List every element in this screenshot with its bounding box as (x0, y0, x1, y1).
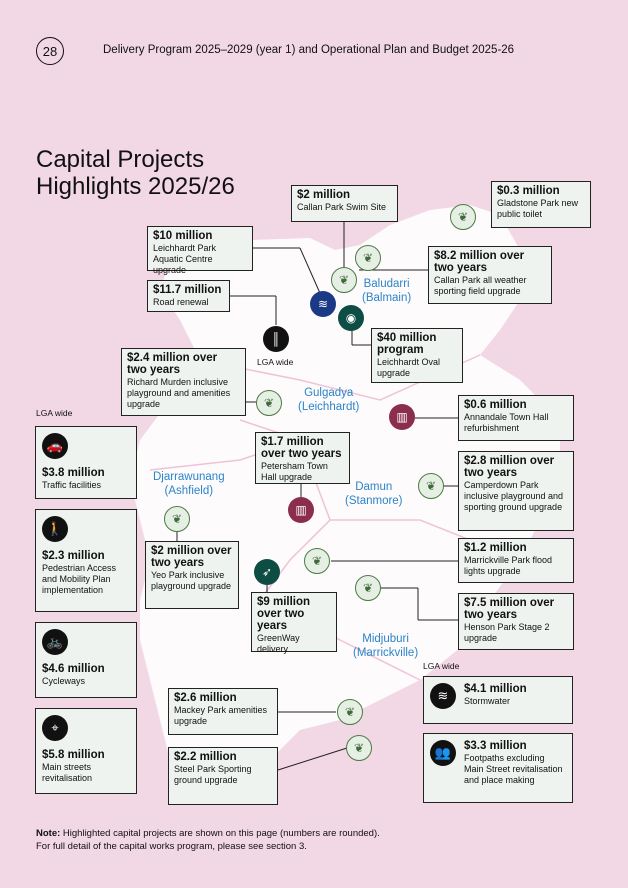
project-amount: $2.3 million (42, 550, 105, 562)
project-description: Marrickville Park flood lights upgrade (464, 555, 553, 576)
project-description: Main streets revitalisation (42, 762, 93, 783)
place-label-midjuburi (353, 632, 418, 660)
place-english-name: (Leichhardt) (298, 401, 360, 413)
project-marrickville-park-lights (458, 538, 574, 583)
place-label-baludarri (362, 277, 411, 305)
park-leaf-icon: ❦ (331, 267, 357, 293)
project-amount: $11.7 million (153, 284, 222, 296)
project-petersham-town-hall (255, 432, 350, 484)
town-hall-icon: ▥ (389, 404, 415, 430)
project-description: Yeo Park inclusive playground upgrade (151, 570, 232, 591)
place-name: Djarrawunang (153, 471, 225, 483)
project-richard-murden-playground (121, 348, 246, 416)
park-leaf-icon: ❦ (304, 548, 330, 574)
park-leaf-icon: ❦ (355, 245, 381, 271)
lga-wide-label: LGA wide (257, 357, 294, 367)
project-amount: $4.1 million (464, 683, 527, 695)
project-amount: $8.2 million over two years (434, 250, 525, 274)
town-hall-icon: ▥ (288, 497, 314, 523)
lga-wide-main-streets (35, 708, 137, 794)
project-mackey-park (168, 688, 278, 735)
note-text: Highlighted capital projects are shown on this page (numbers are rounded). (60, 828, 380, 839)
car-icon: 🚗 (42, 433, 68, 459)
header-title: Delivery Program 2025–2029 (year 1) and Operational Plan and Budget 2025-26 (103, 44, 515, 56)
project-amount: $3.8 million (42, 467, 105, 479)
project-description: Camperdown Park inclusive playground and sporting ground upgrade (464, 480, 564, 512)
park-leaf-icon: ❦ (346, 735, 372, 761)
lga-wide-stormwater (423, 676, 573, 724)
place-english-name: (Marrickville) (353, 647, 419, 659)
note-label: Note: (36, 828, 61, 839)
park-leaf-icon: ❦ (164, 506, 190, 532)
park-leaf-icon: ❦ (256, 390, 282, 416)
lga-wide-pedestrian-access (35, 509, 137, 612)
football-icon: ◉ (338, 305, 364, 331)
project-steel-park (168, 747, 278, 805)
project-text (464, 740, 566, 786)
project-callan-park-swim-site (291, 185, 398, 222)
bicycle-icon: 🚲 (42, 629, 68, 655)
project-amount: $2.8 million over two years (464, 455, 555, 479)
shoe-icon: ➶ (254, 559, 280, 585)
project-amount: $4.6 million (42, 663, 105, 675)
project-description: Traffic facilities (42, 480, 102, 490)
project-amount: $2.4 million over two years (127, 352, 218, 376)
road-icon: ║ (263, 326, 289, 352)
project-description: GreenWay delivery (257, 633, 300, 654)
place-label-djarrawunang (153, 470, 225, 498)
place-name: Gulgadya (304, 387, 354, 399)
title-line-2: Highlights 2025/26 (36, 173, 235, 200)
project-amount: $0.6 million (464, 399, 527, 411)
project-yeo-park-playground (145, 541, 239, 609)
project-amount: $0.3 million (497, 185, 560, 197)
project-amount: $40 million program (377, 332, 437, 356)
project-description: Leichhardt Oval upgrade (377, 357, 441, 378)
footnote (36, 827, 380, 853)
project-description: Steel Park Sporting ground upgrade (174, 764, 252, 785)
project-henson-park (458, 593, 574, 650)
project-callan-park-sporting-field (428, 246, 552, 304)
lga-wide-label: LGA wide (36, 408, 73, 418)
project-road-renewal (147, 280, 230, 312)
project-leichhardt-oval (371, 328, 463, 383)
park-leaf-icon: ❦ (337, 699, 363, 725)
project-description: Callan Park all weather sporting field upgrade (434, 275, 527, 296)
lga-wide-traffic-facilities (35, 426, 137, 499)
project-amount: $1.2 million (464, 542, 527, 554)
project-amount: $3.3 million (464, 740, 527, 752)
place-name: Baludarri (363, 278, 410, 290)
people-walking-icon: 👥 (430, 740, 456, 766)
waves-icon: ≋ (430, 683, 456, 709)
project-description: Gladstone Park new public toilet (497, 198, 579, 219)
lga-wide-footpaths (423, 733, 573, 803)
project-amount: $7.5 million over two years (464, 597, 555, 621)
project-leichhardt-park-aquatic-centre (147, 226, 253, 275)
project-amount: $2 million over two years (151, 545, 232, 569)
project-amount: $2.2 million (174, 751, 237, 763)
project-description: Road renewal (153, 297, 209, 307)
project-gladstone-park-toilet (491, 181, 591, 228)
project-annandale-town-hall (458, 395, 574, 441)
place-name: Damun (355, 481, 393, 493)
park-leaf-icon: ❦ (355, 575, 381, 601)
project-amount: $1.7 million over two years (261, 436, 342, 460)
project-description: Callan Park Swim Site (297, 202, 387, 212)
project-text (464, 683, 527, 707)
project-description: Richard Murden inclusive playground and amenities upgrade (127, 377, 231, 409)
place-name: Midjuburi (362, 633, 409, 645)
page-number: 28 (36, 37, 64, 65)
place-english-name: (Ashfield) (164, 485, 214, 497)
project-amount: $2 million (297, 189, 351, 201)
project-greenway-delivery (251, 592, 337, 652)
swimming-icon: ≋ (310, 291, 336, 317)
project-description: Cycleways (42, 676, 86, 686)
project-camperdown-park (458, 451, 574, 531)
place-label-damun (345, 480, 403, 508)
title-line-1: Capital Projects (36, 146, 205, 173)
park-leaf-icon: ❦ (418, 473, 444, 499)
project-amount: $5.8 million (42, 749, 105, 761)
place-english-name: (Stanmore) (345, 495, 403, 507)
project-description: Henson Park Stage 2 upgrade (464, 622, 550, 643)
lga-wide-label: LGA wide (423, 661, 460, 671)
project-description: Leichhardt Park Aquatic Centre upgrade (153, 243, 217, 275)
project-description: Stormwater (464, 696, 511, 706)
project-description: Annandale Town Hall refurbishment (464, 412, 549, 433)
note-line-2: For full detail of the capital works program, please see section 3. (36, 841, 307, 852)
park-leaf-icon: ❦ (450, 204, 476, 230)
project-amount: $2.6 million (174, 692, 237, 704)
project-amount: $9 million over two years (257, 596, 311, 632)
location-pin-icon: ⌖ (42, 715, 68, 741)
project-description: Footpaths excluding Main Street revitalisation and place making (464, 753, 563, 785)
pedestrian-icon: 🚶 (42, 516, 68, 542)
project-description: Petersham Town Hall upgrade (261, 461, 328, 482)
project-description: Pedestrian Access and Mobility Plan implementation (42, 563, 117, 595)
place-english-name: (Balmain) (362, 292, 412, 304)
project-amount: $10 million (153, 230, 213, 242)
lga-wide-cycleways (35, 622, 137, 698)
project-description: Mackey Park amenities upgrade (174, 705, 268, 726)
place-label-gulgadya (298, 386, 359, 414)
